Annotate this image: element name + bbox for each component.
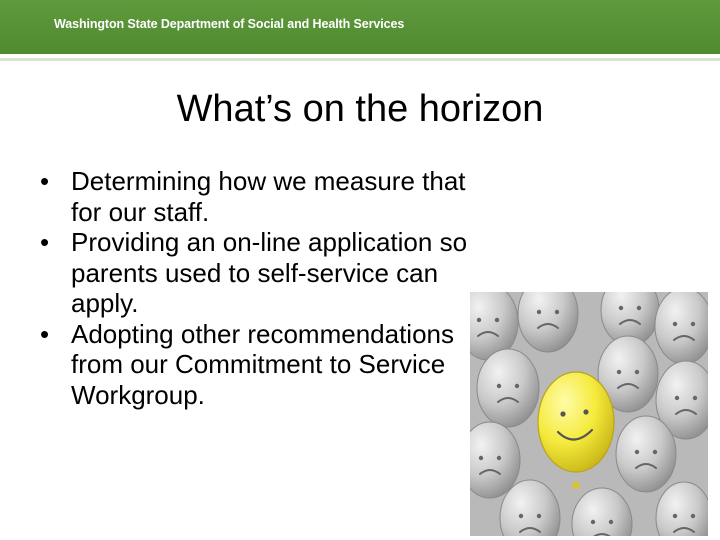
balloons-illustration: [470, 292, 708, 536]
bullet-text: Adopting other recommendations from our Commitment to Service Workgroup.: [71, 318, 455, 410]
bullet-text: Determining how we measure that for our staff.: [71, 166, 466, 227]
bullet-item: [40, 166, 490, 227]
balloons-icon: [470, 292, 708, 536]
slide-title: What’s on the horizon: [176, 88, 544, 130]
bullet-dot: •: [40, 318, 50, 349]
balloon-gray: [616, 416, 676, 492]
bullet-list: [40, 166, 490, 410]
bullet-item: [40, 227, 490, 319]
bullet-text: Providing an on-line application so parents used to self-service can apply.: [71, 227, 468, 318]
bullet-item: [40, 319, 490, 411]
balloon-gray: [477, 349, 539, 427]
org-name: Washington State Department of Social and Health Services: [54, 17, 405, 31]
header-divider: [0, 58, 720, 61]
bullet-dot: •: [40, 227, 50, 257]
bullet-dot: •: [40, 166, 50, 196]
header-bar: [0, 0, 720, 54]
